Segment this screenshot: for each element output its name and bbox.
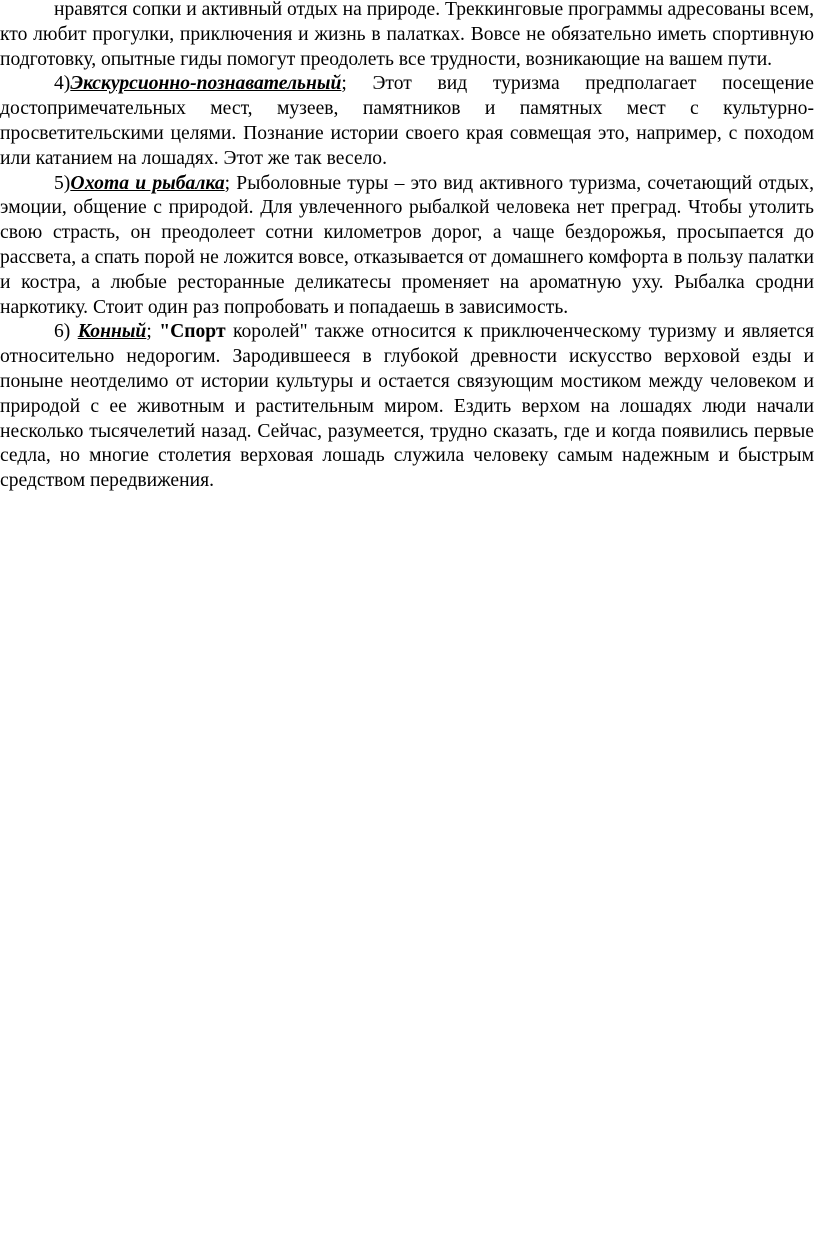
paragraph-4-number: 4) bbox=[54, 73, 71, 95]
paragraph-4 bbox=[0, 72, 814, 171]
paragraph-5-term: Охота и рыбалка bbox=[70, 172, 225, 194]
paragraph-6-separator: ; bbox=[146, 321, 160, 343]
paragraph-6-term: Конный bbox=[77, 321, 147, 343]
paragraph-6 bbox=[0, 320, 814, 494]
paragraph-6-body: королей" также относится к приключенческому туризму и является относительно недорогим. Зародившееся в глубокой древности искусство верховой езды и поныне неотделимо от истории культуры и остается связующим мостиком между человеком и природой с ее животным и растительным миром. Ездить верхом на лошадях люди начали несколько тысячелетий назад. Сейчас, разумеется, трудно сказать, где и когда появились первые седла, но многие столетия верховая лошадь служила человеку самым надежным и быстрым средством передвижения. bbox=[0, 321, 814, 492]
document-body bbox=[0, 0, 814, 494]
paragraph-6-number: 6) bbox=[54, 321, 78, 343]
paragraph-continuation: нравятся сопки и активный отдых на природе. Треккинговые программы адресованы всем, кто любит прогулки, приключения и жизнь в палатках. Вовсе не обязательно иметь спортивную подготовку, опытные гиды помогут преодолеть все трудности, возникающие на вашем пути. bbox=[0, 0, 814, 70]
paragraph-4-body: Этот вид туризма предполагает посещение достопримечательных мест, музеев, памятников и памятных мест с культурно-просветительскими целями. Познание истории своего края совмещая это, например, с походом или катанием на лошадях. Этот же так весело. bbox=[0, 73, 814, 169]
paragraph-5-number: 5) bbox=[54, 172, 71, 194]
paragraph-6-bold: "Спорт bbox=[159, 321, 226, 343]
paragraph-5-body: Рыболовные туры – это вид активного туризма, сочетающий отдых, эмоции, общение с природой. Для увлеченного рыбалкой человека нет преград. Чтобы утолить свою страсть, он преодолеет сотни километров дорог, а чаще бездорожья, просыпается до рассвета, а спать порой не ложится вовсе, отказывается от домашнего комфорта в пользу палатки и костра, а любые ресторанные деликатесы променяет на ароматную уху. Рыбалка сродни наркотику. Стоит один раз попробовать и попадаешь в зависимость. bbox=[0, 172, 814, 318]
paragraph-5 bbox=[0, 172, 814, 321]
paragraph-5-separator: ; bbox=[224, 172, 231, 194]
paragraph-4-separator: ; bbox=[341, 73, 347, 95]
paragraph-4-term: Экскурсионно-познавательный bbox=[70, 73, 342, 95]
